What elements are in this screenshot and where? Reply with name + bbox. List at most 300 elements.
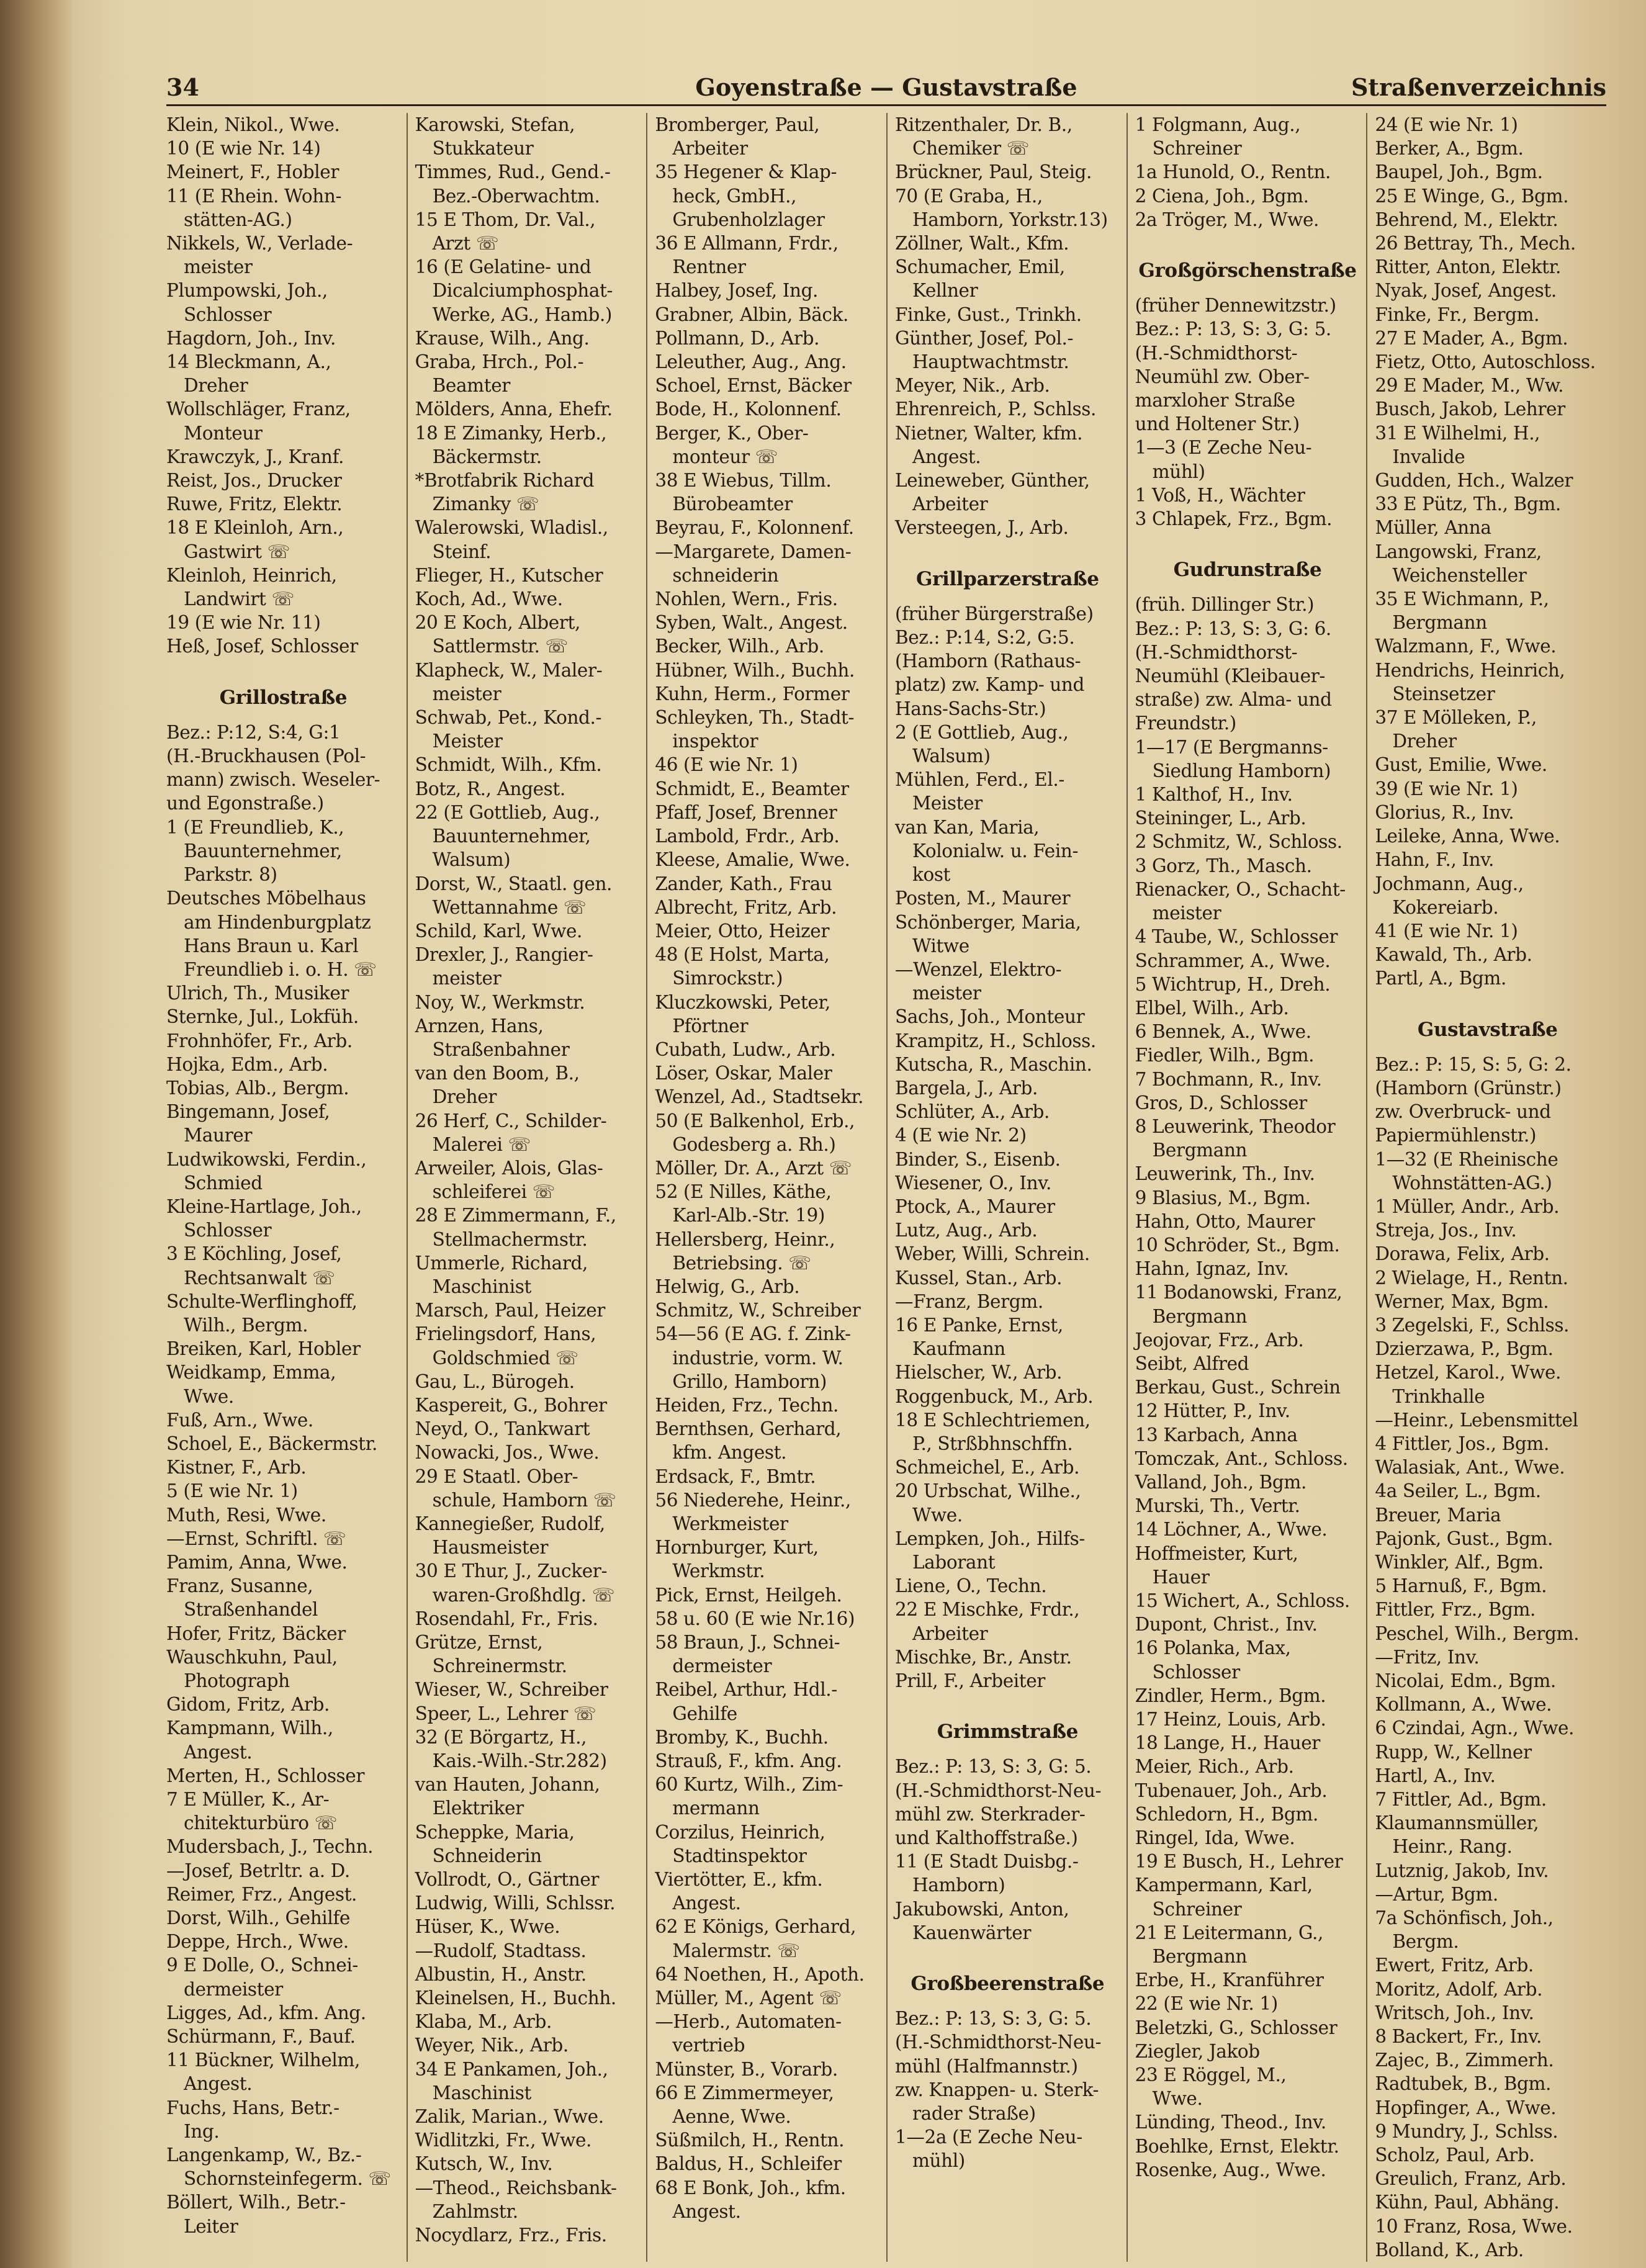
- directory-entry: Bingemann, Josef,: [166, 1101, 330, 1123]
- directory-entry: Betriebsing. ☏: [672, 1252, 811, 1274]
- directory-entry: Stellmachermstr.: [432, 1228, 588, 1250]
- directory-entry: Karl-Alb.-Str. 19): [672, 1205, 825, 1226]
- street-heading: Grimmstraße: [937, 1721, 1078, 1744]
- directory-entry: Widlitzki, Fr., Wwe.: [415, 2130, 591, 2151]
- directory-entry: heck, GmbH.,: [672, 185, 797, 207]
- directory-entry: Schrammer, A., Wwe.: [1135, 950, 1331, 971]
- directory-entry: Hahn, F., Inv.: [1375, 849, 1494, 871]
- directory-entry: 7 Bochmann, R., Inv.: [1135, 1068, 1322, 1090]
- directory-entry: Meinert, F., Hobler: [166, 161, 340, 183]
- directory-entry: Schlosser: [184, 304, 272, 325]
- directory-entry: dermeister: [672, 1655, 772, 1677]
- directory-entry: Löser, Oskar, Maler: [655, 1063, 832, 1084]
- directory-entry: 19 E Busch, H., Lehrer: [1135, 1851, 1343, 1873]
- directory-entry: Hoffmeister, Kurt,: [1135, 1542, 1298, 1564]
- directory-entry: Schneiderin: [432, 1845, 542, 1866]
- directory-entry: Muth, Resi, Wwe.: [166, 1504, 326, 1526]
- directory-entry: (H.-Schmidthorst-: [1135, 342, 1298, 364]
- directory-entry: Walsum): [912, 745, 991, 767]
- directory-entry: 46 (E wie Nr. 1): [655, 754, 798, 776]
- directory-entry: Koch, Ad., Wwe.: [415, 588, 563, 610]
- directory-entry: Pollmann, D., Arb.: [655, 327, 820, 349]
- directory-entry: Bromberger, Paul,: [655, 114, 820, 135]
- directory-entry: zw. Knappen- u. Sterk-: [894, 2079, 1099, 2100]
- directory-entry: Busch, Jakob, Lehrer: [1375, 398, 1565, 420]
- directory-entry: Wenzel, Ad., Stadtsekr.: [655, 1086, 864, 1108]
- directory-entry: Tubenauer, Joh., Arb.: [1135, 1780, 1328, 1801]
- directory-entry: monteur ☏: [672, 446, 778, 467]
- directory-entry: —Herb., Automaten-: [655, 2011, 842, 2033]
- directory-entry: Fuchs, Hans, Betr.-: [166, 2097, 340, 2118]
- directory-entry: Leiter: [184, 2215, 238, 2237]
- directory-entry: platz) zw. Kamp- und: [894, 674, 1084, 696]
- directory-entry: straße) zw. Alma- und: [1135, 689, 1332, 711]
- directory-entry: Fietz, Otto, Autoschloss.: [1375, 351, 1596, 373]
- directory-entry: Ligges, Ad., kfm. Ang.: [166, 2002, 366, 2023]
- directory-entry: (H.-Schmidthorst-: [1135, 641, 1298, 663]
- directory-entry: van den Boom, B.,: [415, 1063, 580, 1084]
- directory-entry: Timmes, Rud., Gend.-: [415, 161, 611, 183]
- directory-entry: Bergmann: [1152, 1946, 1248, 1968]
- directory-entry: 17 Heinz, Louis, Arb.: [1135, 1709, 1326, 1730]
- directory-entry: Pfaff, Josef, Brenner: [655, 801, 837, 823]
- directory-entry: Wiesener, O., Inv.: [894, 1172, 1051, 1194]
- directory-entry: Kampermann, Karl,: [1135, 1874, 1313, 1896]
- directory-entry: 11 (E Rhein. Wohn-: [166, 185, 342, 207]
- directory-entry: Ringel, Ida, Wwe.: [1135, 1827, 1295, 1849]
- directory-entry: Bäckermstr.: [432, 446, 542, 467]
- directory-entry: Viertötter, E., kfm.: [655, 1869, 823, 1891]
- directory-entry: 10 Schröder, St., Bgm.: [1135, 1234, 1340, 1256]
- directory-entry: Münster, B., Vorarb.: [655, 2058, 838, 2080]
- directory-entry: Scholz, Paul, Arb.: [1375, 2144, 1535, 2166]
- directory-entry: 9 E Dolle, O., Schnei-: [166, 1955, 358, 1976]
- directory-entry: Bauunternehmer,: [432, 826, 591, 847]
- directory-entry: Rosendahl, Fr., Fris.: [415, 1608, 598, 1629]
- directory-entry: Rienacker, O., Schacht-: [1135, 878, 1346, 900]
- directory-entry: Günther, Josef, Pol.-: [894, 327, 1074, 349]
- directory-entry: Schlüter, A., Arb.: [894, 1101, 1050, 1123]
- directory-entry: Partl, A., Bgm.: [1375, 968, 1506, 989]
- directory-entry: Gust, Emilie, Wwe.: [1375, 754, 1547, 776]
- directory-entry: Schoel, Ernst, Bäcker: [655, 375, 852, 397]
- directory-entry: Lutz, Aug., Arb.: [894, 1220, 1038, 1241]
- directory-entry: Hamborn): [912, 1874, 1005, 1896]
- directory-entry: Hans-Sachs-Str.): [894, 698, 1046, 719]
- directory-entry: Schürmann, F., Bauf.: [166, 2026, 356, 2048]
- directory-entry: van Hauten, Johann,: [415, 1774, 600, 1796]
- directory-entry: 1 Folgmann, Aug.,: [1135, 114, 1301, 135]
- directory-entry: Wauschkuhn, Paul,: [166, 1646, 338, 1668]
- directory-entry: 1 Kalthof, H., Inv.: [1135, 784, 1293, 806]
- directory-entry: Angest.: [672, 1892, 741, 1914]
- directory-entry: am Hindenburgplatz: [184, 911, 371, 933]
- directory-entry: Scheppke, Maria,: [415, 1821, 575, 1843]
- directory-entry: Tobias, Alb., Bergm.: [166, 1077, 349, 1099]
- directory-entry: 14 Löchner, A., Wwe.: [1135, 1519, 1328, 1541]
- directory-entry: Hüser, K., Wwe.: [415, 1916, 560, 1938]
- directory-entry: Fuß, Arn., Wwe.: [166, 1409, 313, 1431]
- directory-entry: 36 E Allmann, Frdr.,: [655, 233, 839, 254]
- directory-entry: Rentner: [672, 256, 746, 278]
- directory-entry: Drexler, J., Rangier-: [415, 944, 593, 966]
- directory-entry: Aenne, Wwe.: [672, 2106, 791, 2128]
- directory-entry: Lambold, Frdr., Arb.: [655, 826, 840, 847]
- directory-entry: 4a Seiler, L., Bgm.: [1375, 1480, 1541, 1502]
- directory-entry: Jakubowski, Anton,: [894, 1898, 1069, 1920]
- directory-entry: Ruwe, Fritz, Elektr.: [166, 493, 343, 515]
- directory-entry: und Egonstraße.): [166, 793, 324, 814]
- directory-entry: Kolonialw. u. Fein-: [912, 840, 1079, 862]
- directory-entry: Hans Braun u. Karl: [184, 935, 359, 956]
- directory-entry: Ritzenthaler, Dr. B.,: [894, 114, 1073, 135]
- directory-entry: Nocydlarz, Frz., Fris.: [415, 2225, 607, 2246]
- directory-entry: 13 Karbach, Anna: [1135, 1424, 1298, 1446]
- directory-entry: Meyer, Nik., Arb.: [894, 375, 1050, 397]
- directory-entry: Arnzen, Hans,: [415, 1015, 544, 1037]
- directory-entry: Kawald, Th., Arb.: [1375, 944, 1532, 966]
- directory-entry: Peschel, Wilh., Bergm.: [1375, 1622, 1580, 1644]
- directory-entry: (H.-Schmidthorst-Neu-: [894, 2032, 1102, 2053]
- directory-entry: Grillo, Hamborn): [672, 1370, 827, 1392]
- directory-entry: Neyd, O., Tankwart: [415, 1418, 590, 1440]
- directory-entry: 62 E Königs, Gerhard,: [655, 1916, 857, 1938]
- directory-entry: Kutsch, W., Inv.: [415, 2153, 553, 2175]
- directory-entry: 24 (E wie Nr. 1): [1375, 114, 1518, 135]
- directory-entry: Jeojovar, Frz., Arb.: [1135, 1329, 1304, 1351]
- street-heading: Gudrunstraße: [1173, 559, 1322, 582]
- directory-entry: 2 Wielage, H., Rentn.: [1375, 1267, 1568, 1289]
- directory-entry: Wwe.: [184, 1385, 234, 1407]
- directory-entry: Werkmstr.: [672, 1560, 765, 1582]
- directory-entry: 9 Blasius, M., Bgm.: [1135, 1187, 1311, 1208]
- directory-entry: Frielingsdorf, Hans,: [415, 1323, 596, 1345]
- directory-entry: Mudersbach, J., Techn.: [166, 1836, 374, 1858]
- directory-entry: 22 (E Gottlieb, Aug.,: [415, 801, 600, 823]
- directory-entry: Arbeiter: [912, 1622, 988, 1644]
- directory-entry: Kistner, F., Arb.: [166, 1457, 307, 1478]
- directory-entry: 15 Wichert, A., Schloss.: [1135, 1590, 1350, 1611]
- directory-entry: 29 E Staatl. Ober-: [415, 1465, 578, 1487]
- directory-entry: zw. Overbruck- und: [1375, 1101, 1551, 1123]
- directory-entry: Papiermühlenstr.): [1375, 1125, 1537, 1146]
- directory-entry: Bargela, J., Arb.: [894, 1077, 1038, 1099]
- directory-entry: mühl): [1152, 461, 1205, 482]
- directory-entry: Arbeiter: [672, 138, 748, 160]
- directory-entry: Nowacki, Jos., Wwe.: [415, 1442, 600, 1464]
- directory-entry: 35 E Wichmann, P.,: [1375, 588, 1549, 610]
- directory-entry: Lempken, Joh., Hilfs-: [894, 1528, 1085, 1549]
- directory-entry: Invalide: [1392, 446, 1465, 467]
- directory-entry: Streja, Jos., Inv.: [1375, 1220, 1517, 1241]
- directory-entry: Weyer, Nik., Arb.: [415, 2035, 569, 2056]
- directory-entry: Greulich, Franz, Arb.: [1375, 2168, 1567, 2190]
- directory-entry: 18 E Schlechtriemen,: [894, 1409, 1091, 1431]
- directory-entry: 20 Urbschat, Wilhe.,: [894, 1480, 1081, 1502]
- directory-entry: Liene, O., Techn.: [894, 1575, 1047, 1597]
- directory-entry: van Kan, Maria,: [894, 816, 1040, 838]
- directory-entry: *Brotfabrik Richard: [415, 470, 595, 492]
- directory-entry: Neumühl zw. Ober-: [1135, 366, 1310, 387]
- directory-entry: 7 E Müller, K., Ar-: [166, 1789, 330, 1811]
- directory-entry: Schmied: [184, 1172, 263, 1194]
- directory-entry: 16 Polanka, Max,: [1135, 1637, 1291, 1659]
- directory-entry: Zahlmstr.: [432, 2200, 518, 2222]
- directory-entry: Wettannahme ☏: [432, 896, 587, 918]
- directory-entry: Zander, Kath., Frau: [655, 873, 832, 894]
- directory-entry: Hamborn, Yorkstr.13): [912, 209, 1108, 230]
- section-title: Straßenverzeichnis: [1351, 73, 1606, 101]
- directory-entry: Breuer, Maria: [1375, 1504, 1501, 1526]
- directory-entry: Gudden, Hch., Walzer: [1375, 470, 1573, 492]
- directory-entry: und Kalthoffstraße.): [894, 1827, 1078, 1849]
- directory-entry: Glorius, R., Inv.: [1375, 801, 1514, 823]
- directory-entry: P., Strßbhnschffn.: [912, 1433, 1073, 1454]
- directory-entry: Möller, Dr. A., Arzt ☏: [655, 1157, 852, 1179]
- directory-entry: 25 E Winge, G., Bgm.: [1375, 185, 1569, 207]
- directory-entry: Kuhn, Herm., Former: [655, 683, 850, 704]
- directory-entry: Müller, Anna: [1375, 517, 1491, 539]
- directory-entry: Vollrodt, O., Gärtner: [415, 1869, 600, 1891]
- directory-entry: Schumacher, Emil,: [894, 256, 1065, 278]
- directory-entry: Helwig, G., Arb.: [655, 1276, 800, 1297]
- directory-entry: Gros, D., Schlosser: [1135, 1092, 1307, 1114]
- directory-entry: 3 E Köchling, Josef,: [166, 1243, 342, 1265]
- directory-entry: mühl zw. Sterkrader-: [894, 1803, 1086, 1825]
- directory-entry: Becker, Wilh., Arb.: [655, 636, 824, 657]
- directory-entry: Weidkamp, Emma,: [166, 1362, 336, 1384]
- directory-entry: Lünding, Theod., Inv.: [1135, 2112, 1326, 2133]
- directory-entry: mann) zwisch. Weseler-: [166, 769, 380, 791]
- directory-entry: Hübner, Wilh., Buchh.: [655, 659, 855, 681]
- directory-entry: Behrend, M., Elektr.: [1375, 209, 1558, 230]
- directory-entry: Bergmann: [1392, 612, 1487, 634]
- directory-entry: 11 (E Stadt Duisbg.-: [894, 1851, 1079, 1873]
- directory-entry: Weichensteller: [1392, 564, 1527, 586]
- directory-entry: 10 Franz, Rosa, Wwe.: [1375, 2215, 1573, 2237]
- directory-entry: Wieser, W., Schreiber: [415, 1679, 608, 1701]
- directory-entry: 1—32 (E Rheinische: [1375, 1148, 1558, 1170]
- directory-entry: Sternke, Jul., Lokfüh.: [166, 1006, 359, 1028]
- directory-entry: Kaufmann: [912, 1338, 1005, 1360]
- directory-entry: 23 E Röggel, M.,: [1135, 2064, 1287, 2086]
- directory-entry: 31 E Wilhelmi, H.,: [1375, 422, 1540, 444]
- directory-entry: mermann: [672, 1798, 760, 1819]
- directory-entry: 60 Kurtz, Wilh., Zim-: [655, 1774, 843, 1796]
- directory-entry: Maschinist: [432, 1276, 531, 1297]
- directory-entry: —Heinr., Lebensmittel: [1375, 1409, 1578, 1431]
- directory-entry: stätten-AG.): [184, 209, 292, 230]
- directory-entry: 5 Harnuß, F., Bgm.: [1375, 1575, 1547, 1597]
- directory-entry: Schmitz, W., Schreiber: [655, 1300, 861, 1321]
- directory-entry: und Holtener Str.): [1135, 413, 1300, 435]
- directory-entry: Ludwig, Willi, Schlssr.: [415, 1892, 616, 1914]
- directory-entry: Leineweber, Günther,: [894, 470, 1090, 492]
- directory-entry: Ziegler, Jakob: [1135, 2040, 1260, 2062]
- directory-entry: 32 (E Börgartz, H.,: [415, 1726, 587, 1748]
- directory-entry: Brückner, Paul, Steig.: [894, 161, 1092, 183]
- directory-entry: 6 Bennek, A., Wwe.: [1135, 1021, 1311, 1043]
- directory-entry: Laborant: [912, 1551, 996, 1573]
- directory-entry: Schreiner: [1152, 138, 1242, 160]
- directory-entry: 38 E Wiebus, Tillm.: [655, 470, 832, 492]
- directory-entry: (früher Bürgerstraße): [894, 603, 1094, 624]
- directory-entry: Hornburger, Kurt,: [655, 1537, 819, 1559]
- directory-entry: Schledorn, H., Bgm.: [1135, 1803, 1318, 1825]
- directory-entry: 4 (E wie Nr. 2): [894, 1125, 1027, 1146]
- directory-entry: Sachs, Joh., Monteur: [894, 1006, 1085, 1028]
- directory-entry: 4 Taube, W., Schlosser: [1135, 926, 1338, 948]
- directory-entry: Ptock, A., Maurer: [894, 1195, 1055, 1217]
- directory-entry: industrie, vorm. W.: [672, 1347, 843, 1369]
- directory-entry: Bez.: P:12, S:4, G:1: [166, 721, 341, 743]
- directory-entry: Ludwikowski, Ferdin.,: [166, 1148, 367, 1170]
- directory-entry: Grubenholzlager: [672, 209, 825, 230]
- directory-entry: Langenkamp, W., Bz.-: [166, 2144, 362, 2166]
- directory-entry: Schwab, Pet., Kond.-: [415, 707, 602, 729]
- directory-entry: Bez.: P:14, S:2, G:5.: [894, 627, 1075, 649]
- directory-entry: Rupp, W., Kellner: [1375, 1741, 1532, 1763]
- directory-entry: 5 Wichtrup, H., Dreh.: [1135, 973, 1331, 995]
- directory-entry: Kleinloh, Heinrich,: [166, 564, 337, 586]
- directory-entry: Straßenbahner: [432, 1038, 570, 1060]
- directory-entry: Kutscha, R., Maschin.: [894, 1053, 1092, 1075]
- directory-entry: Wilh., Bergm.: [184, 1314, 308, 1336]
- directory-entry: Posten, M., Maurer: [894, 888, 1071, 909]
- directory-entry: Dzierzawa, P., Bgm.: [1375, 1338, 1554, 1360]
- directory-entry: 2 Schmitz, W., Schloss.: [1135, 831, 1342, 853]
- directory-entry: schule, Hamborn ☏: [432, 1489, 616, 1511]
- directory-entry: —Rudolf, Stadtass.: [415, 1940, 587, 1961]
- directory-entry: 66 E Zimmermeyer,: [655, 2082, 834, 2104]
- directory-entry: Süßmilch, H., Rentn.: [655, 2130, 845, 2151]
- directory-entry: Bez.-Oberwachtm.: [432, 185, 600, 207]
- directory-entry: Bez.: P: 15, S: 5, G: 2.: [1375, 1053, 1572, 1075]
- directory-entry: 2 (E Gottlieb, Aug.,: [894, 721, 1069, 743]
- directory-entry: Krampitz, H., Schloss.: [894, 1030, 1096, 1051]
- directory-entry: Weber, Willi, Schrein.: [894, 1243, 1090, 1265]
- directory-entry: —Wenzel, Elektro-: [894, 958, 1062, 980]
- column-3: [646, 113, 886, 2262]
- directory-entry: meister: [1152, 902, 1221, 924]
- directory-entry: Straßenhandel: [184, 1599, 318, 1621]
- directory-entry: Beyrau, F., Kolonnenf.: [655, 517, 854, 539]
- directory-entry: Schoel, E., Bäckermstr.: [166, 1433, 378, 1454]
- directory-entry: Finke, Gust., Trinkh.: [894, 304, 1082, 325]
- directory-entry: Simrockstr.): [672, 968, 783, 989]
- directory-entry: Syben, Walt., Angest.: [655, 612, 848, 634]
- directory-entry: 28 E Zimmermann, F.,: [415, 1205, 616, 1226]
- directory-entry: Writsch, Joh., Inv.: [1375, 2002, 1534, 2023]
- directory-entry: Steinf.: [432, 541, 492, 562]
- directory-entry: Neumühl (Kleibauer-: [1135, 665, 1325, 687]
- directory-entry: Dreher: [432, 1086, 497, 1108]
- directory-entry: Maurer: [184, 1125, 253, 1146]
- directory-entry: Zajec, B., Zimmerh.: [1375, 2050, 1554, 2071]
- directory-entry: Seibt, Alfred: [1135, 1352, 1249, 1374]
- directory-entry: Kampmann, Wilh.,: [166, 1717, 333, 1739]
- directory-entry: Dorst, W., Staatl. gen.: [415, 873, 613, 894]
- directory-entry: 9 Mundry, J., Schlss.: [1375, 2120, 1558, 2142]
- directory-entry: Trinkhalle: [1392, 1385, 1485, 1407]
- directory-entry: Krawczyk, J., Kranf.: [166, 446, 344, 467]
- directory-entry: Stadtinspektor: [672, 1845, 807, 1866]
- directory-entry: meister: [432, 968, 501, 989]
- directory-entry: 12 Hütter, P., Inv.: [1135, 1400, 1290, 1422]
- directory-entry: 3 Gorz, Th., Masch.: [1135, 855, 1312, 876]
- directory-entry: Ing.: [184, 2120, 220, 2142]
- directory-entry: 68 E Bonk, Joh., kfm.: [655, 2177, 846, 2198]
- directory-entry: Valland, Joh., Bgm.: [1135, 1471, 1306, 1493]
- directory-entry: meister: [912, 983, 981, 1004]
- directory-entry: Walerowski, Wladisl.,: [415, 517, 608, 539]
- directory-entry: Maschinist: [432, 2082, 531, 2104]
- directory-entry: (Hamborn (Grünstr.): [1375, 1077, 1562, 1099]
- directory-entry: marxloher Straße: [1135, 390, 1295, 412]
- column-4: [886, 113, 1127, 2262]
- directory-entry: 10 (E wie Nr. 14): [166, 138, 321, 160]
- directory-entry: Mischke, Br., Anstr.: [894, 1646, 1072, 1668]
- column-6: [1366, 113, 1606, 2262]
- directory-entry: 3 Chlapek, Frz., Bgm.: [1135, 508, 1333, 530]
- directory-entry: Schornsteinfegerm. ☏: [184, 2168, 391, 2190]
- directory-entry: 56 Niederehe, Heinr.,: [655, 1489, 851, 1511]
- directory-entry: Wohnstätten-AG.): [1392, 1172, 1552, 1194]
- column-1: [166, 113, 407, 2262]
- directory-entry: Schleyken, Th., Stadt-: [655, 707, 855, 729]
- directory-entry: Ritter, Anton, Elektr.: [1375, 256, 1562, 278]
- directory-entry: Kauenwärter: [912, 1922, 1032, 1943]
- directory-entry: Klapheck, W., Maler-: [415, 659, 603, 681]
- directory-entry: Meister: [432, 731, 503, 752]
- directory-entry: Murski, Th., Vertr.: [1135, 1495, 1300, 1517]
- directory-entry: 16 E Panke, Ernst,: [894, 1314, 1063, 1336]
- directory-entry: —Margarete, Damen-: [655, 541, 852, 562]
- directory-entry: Kannegießer, Rudolf,: [415, 1513, 605, 1534]
- directory-entry: Hausmeister: [432, 1537, 549, 1559]
- directory-entry: Nietner, Walter, kfm.: [894, 422, 1083, 444]
- directory-entry: Monteur: [184, 422, 263, 444]
- directory-entry: 6 Czindai, Agn., Wwe.: [1375, 1717, 1575, 1739]
- directory-entry: Malerei ☏: [432, 1133, 531, 1155]
- directory-entry: Hielscher, W., Arb.: [894, 1362, 1063, 1384]
- directory-entry: Freundstr.): [1135, 713, 1236, 734]
- directory-entry: —Josef, Betrltr. a. D.: [166, 1860, 350, 1881]
- directory-entry: Strauß, F., kfm. Ang.: [655, 1750, 842, 1772]
- directory-columns: [166, 113, 1606, 2261]
- directory-entry: Noy, W., Werkmstr.: [415, 991, 585, 1013]
- directory-entry: Wwe.: [1152, 2088, 1203, 2110]
- directory-entry: Goldschmied ☏: [432, 1347, 578, 1369]
- directory-entry: Mölders, Anna, Ehefr.: [415, 398, 613, 420]
- directory-entry: Dreher: [1392, 731, 1457, 752]
- directory-entry: Langowski, Franz,: [1375, 541, 1542, 562]
- directory-entry: Bolland, K., Arb.: [1375, 2239, 1524, 2261]
- directory-entry: Bez.: P: 13, S: 3, G: 6.: [1135, 618, 1331, 639]
- directory-entry: Kollmann, A., Wwe.: [1375, 1694, 1552, 1716]
- directory-entry: 4 Fittler, Jos., Bgm.: [1375, 1433, 1549, 1454]
- directory-entry: Finke, Fr., Bergm.: [1375, 304, 1540, 325]
- directory-entry: Kleine-Hartlage, Joh.,: [166, 1195, 362, 1217]
- directory-entry: dermeister: [184, 1978, 283, 2000]
- directory-entry: Meister: [912, 793, 983, 814]
- directory-entry: Freundlieb i. o. H. ☏: [184, 958, 377, 980]
- directory-entry: Hauptwachtmstr.: [912, 351, 1069, 373]
- directory-entry: Sattlermstr. ☏: [432, 636, 569, 657]
- directory-entry: Nyak, Josef, Angest.: [1375, 280, 1557, 302]
- directory-entry: Photograph: [184, 1670, 290, 1691]
- directory-entry: (Hamborn (Rathaus-: [894, 650, 1081, 672]
